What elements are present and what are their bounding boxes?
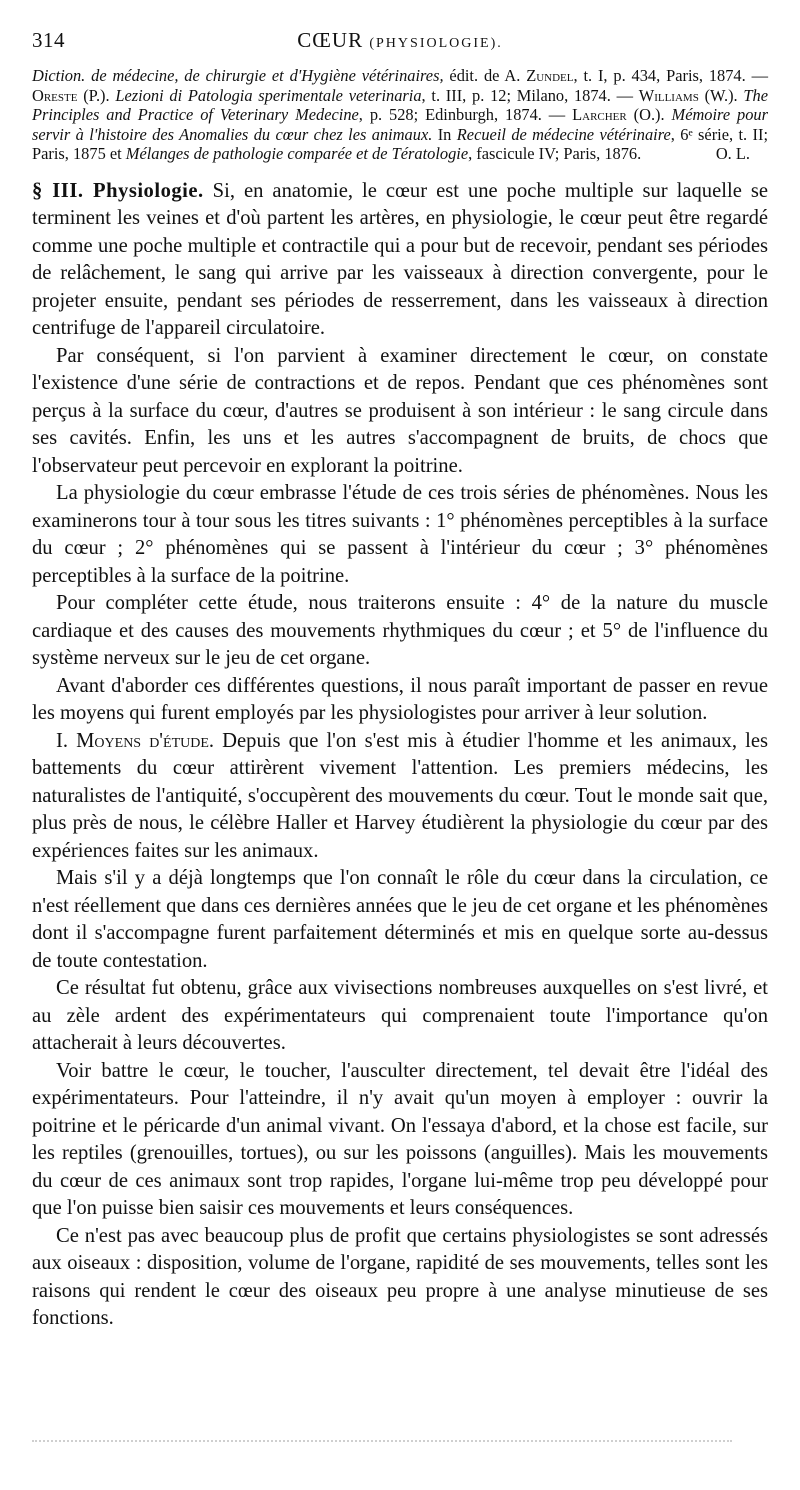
biblio-author: Larcher [572, 105, 627, 125]
paragraph: Voir battre le cœur, le toucher, l'ausculter directement, tel devait être l'idéal des expérimentateurs. Pour l'atteindre, il n'y avait qu'un moyen à employer : ouvrir la poitrine et le péricarde d'un animal vivant. On l'essaya d'abord, et la chose est facile, sur les reptiles (grenouilles, tortues), ou sur les poissons (anguilles). Mais les mouvements du cœur de ces animaux sont trop rapides, l'organe lui-même trop peu développé pour que l'on puisse bien saisir ces mouvements et leurs conséquences. [32, 1059, 768, 1220]
running-title-main: CŒUR [297, 28, 364, 52]
biblio-ref-title: Recueil de médecine vétérinaire [456, 124, 671, 144]
biblio-ref-title: Lezioni di Patologia sperimentale veterinaria [115, 85, 422, 105]
document-page [32, 28, 768, 1333]
biblio-ref-title: The Principles and Practice of Veterinary Medecine [32, 85, 768, 125]
biblio-ref-title: Diction. de médecine, de chirurgie et d'Hygiène vétérinaires, [32, 66, 444, 85]
biblio-text: , t. III, p. 12; Milano, 1874. — [421, 85, 639, 105]
biblio-text: , p. 528; Edinburgh, 1874. — [358, 105, 573, 125]
running-title [32, 28, 768, 53]
paragraph: La physiologie du cœur embrasse l'étude de ces trois séries de phénomènes. Nous les examinerons tour à tour sous les titres suivants : 1° phénomènes perceptibles à la surface du cœur ; 2° phénomènes qui se passent à l'intérieur du cœur ; 3° phénomènes perceptibles à la surface de la poitrine. [32, 482, 768, 587]
biblio-text: (P.). [77, 85, 116, 105]
biblio-ref-title: Mélanges de pathologie comparée et de Tératologie [125, 144, 469, 164]
biblio-text: édit. de A. [443, 66, 527, 85]
footer-rule [32, 1440, 732, 1442]
biblio-text: In [432, 124, 457, 144]
biblio-author: Oreste [32, 85, 78, 105]
paragraph-text: Si, en anatomie, le cœur est une poche multiple sur laquelle se terminent les veines et d'où partent les artères, en physiologie, le cœur peut être regardé comme une poche multiple et contractile qui a pour but de recevoir, pendant ses périodes de relâchement, le sang qui arrive par les vaisseaux à direction convergente, pour le projeter ensuite, pendant ses périodes de resserrement, dans les vaisseaux à direction centrifuge de l'appareil circulatoire. [32, 179, 768, 340]
biblio-text: , fascicule IV; Paris, 1876. [468, 144, 642, 164]
page-number: 314 [32, 28, 65, 52]
biblio-text: , 6ᵉ série, t. II; Paris, 1875 et [32, 124, 768, 164]
author-signature: O. L. [715, 144, 750, 164]
biblio-text: (O.). [626, 105, 672, 125]
paragraph: Ce n'est pas avec beaucoup plus de profit que certains physiologistes se sont adressés aux oiseaux : disposition, volume de l'organe, rapidité de ses mouvements, telles sont les raisons qui rendent le cœur des oiseaux peu propre à une analyse minutieuse de ses fonctions. [32, 1224, 768, 1330]
subsection-heading: I. Moyens d'étude. [56, 729, 215, 752]
paragraph: Ce résultat fut obtenu, grâce aux vivisections nombreuses auxquelles on s'est livré, et au zèle ardent des expérimentateurs qui comprenaient toute l'importance qu'on attacherait à leurs découvertes. [32, 977, 768, 1055]
paragraph: Avant d'aborder ces différentes questions, il nous paraît important de passer en revue les moyens qui furent employés par les physiologistes pour arriver à leur solution. [32, 674, 768, 725]
paragraph [32, 728, 768, 866]
paragraph [32, 178, 768, 343]
biblio-author: Williams [638, 85, 699, 105]
paragraph: Par conséquent, si l'on parvient à examiner directement le cœur, on constate l'existence d'une série de contractions et de repos. Pendant que ces phénomènes sont perçus à la surface du cœur, d'autres se produisent à son intérieur : le sang circule dans ses cavités. Enfin, les uns et les autres s'accompagnent de bruits, de chocs que l'observateur peut percevoir en explorant la poitrine. [32, 344, 768, 477]
running-header [32, 28, 768, 58]
biblio-author: Zundel [526, 66, 574, 85]
section-heading: § III. Physiologie. [32, 179, 204, 202]
biblio-text: (W.). [698, 85, 744, 105]
paragraph-text: Depuis que l'on s'est mis à étudier l'homme et les animaux, les battements du cœur attirèrent vivement l'attention. Les premiers médecins, les naturalistes de l'antiquité, s'occupèrent des mouvements du cœur. Tout le monde sait que, plus près de nous, le célèbre Haller et Harvey étudièrent la physiologie du cœur par des expériences faites sur les animaux. [32, 729, 768, 862]
bibliography-block [32, 66, 768, 164]
paragraph: Mais s'il y a déjà longtemps que l'on connaît le rôle du cœur dans la circulation, ce n'est réellement que dans ces dernières années que le jeu de cet organe et les phénomènes dont il s'accompagne furent parfaitement déterminés et mis en quelque sorte au-dessus de toute contestation. [32, 867, 768, 972]
biblio-ref-title: Mémoire pour servir à l'histoire des Anomalies du cœur chez les animaux. [32, 105, 768, 144]
paragraph: Pour compléter cette étude, nous traiterons ensuite : 4° de la nature du muscle cardiaque et des causes des mouvements rhythmiques du cœur ; et 5° de l'influence du système nerveux sur le jeu de cet organe. [32, 592, 768, 670]
biblio-text: , t. I, p. 434, Paris, 1874. — [573, 66, 768, 85]
main-text [32, 178, 768, 1333]
running-title-sub: (PHYSIOLOGIE). [369, 36, 503, 51]
